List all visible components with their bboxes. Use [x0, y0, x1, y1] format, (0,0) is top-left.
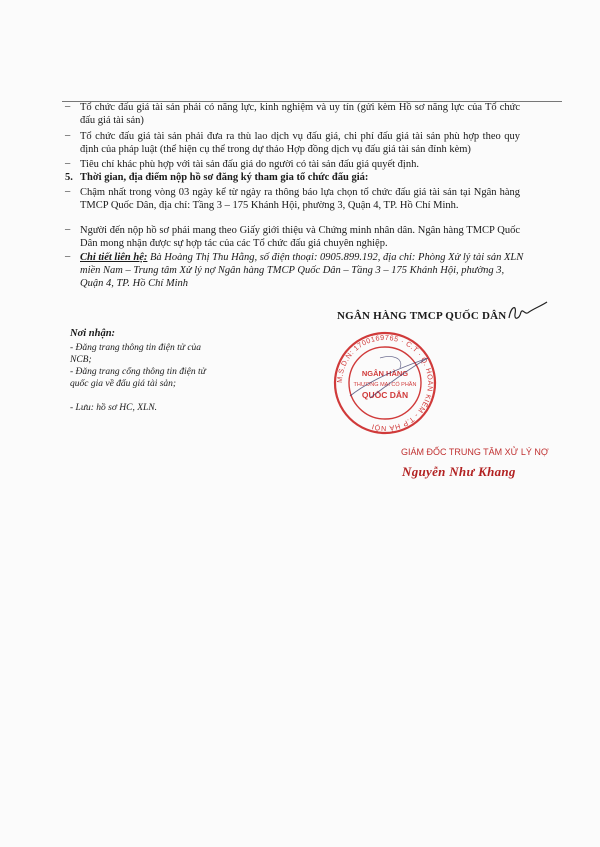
signer-name: Nguyễn Như Khang [402, 464, 516, 479]
stamp-line-3: QUỐC DÂN [361, 390, 409, 400]
director-title: GIÁM ĐỐC TRUNG TÂM XỬ LÝ NỢ [401, 447, 549, 457]
recipient-line: - Đăng trang cổng thông tin điện tử quốc gia về đấu giá tài sản; [70, 367, 206, 389]
stamp-line-1: NGÂN HÀNG [361, 369, 409, 378]
criteria-item-1: Tổ chức đấu giá tài sản phải có năng lực, kinh nghiệm và uy tín (gửi kèm Hồ sơ năng lực của Tổ chức đấu giá tài sản) [80, 102, 520, 127]
documents-item: Người đến nộp hồ sơ phải mang theo Giấy giới thiệu và Chứng minh nhân dân. Ngân hàng TMCP Quốc Dân mong nhận được sự hợp tác của các Tổ chức đấu giá chuyên nghiệp. [80, 225, 520, 250]
section-number: 5. [65, 172, 73, 183]
bullet-dash: – [65, 158, 71, 169]
criteria-item-2: Tổ chức đấu giá tài sản phải đưa ra thù lao dịch vụ đấu giá, chi phí đấu giá tài sản phù hợp theo quy định của pháp luật (thể hiện cụ thể trong dự thảo Hợp đồng dịch vụ đấu giá tài sản đính kèm) [80, 131, 520, 156]
recipients-title: Nơi nhận: [70, 328, 116, 339]
bullet-dash: – [65, 251, 71, 262]
company-seal [330, 328, 440, 438]
stamp-line-2: THƯƠNG MẠI CỔ PHẦN [353, 382, 417, 388]
bullet-dash: – [65, 224, 71, 235]
stamp-ring-text: M.S.D.N: 1700169765 · C.T · Q. HOÀN KIẾM - T.P HÀ NỘI [334, 332, 436, 434]
bullet-dash: – [65, 186, 71, 197]
deadline-item: Chậm nhất trong vòng 03 ngày kể từ ngày ra thông báo lựa chọn tổ chức đấu giá tài sản tại Ngân hàng TMCP Quốc Dân, địa chỉ: Tầng 3 – 175 Khánh Hội, phường 3, Quận 4, TP. Hồ Chí Minh. [80, 187, 520, 212]
contact-text: Bà Hoàng Thị Thu Hằng, số điện thoại: 0905.899.192, địa chỉ: Phòng Xử lý tài sản XLN miền Nam – Trung tâm Xử lý nợ Ngân hàng TMCP Quốc Dân – Tầng 3 – 175 Khánh Hội, phường 3, Quận 4, TP. Hồ Chí Minh [80, 252, 524, 290]
bullet-dash: – [65, 130, 71, 141]
initials-signature-icon [505, 298, 550, 326]
section-heading: Thời gian, địa điểm nộp hồ sơ đăng ký tham gia tổ chức đấu giá: [80, 172, 369, 183]
recipient-line: - Đăng trang thông tin điện tử của NCB; [70, 343, 202, 365]
bank-name: NGÂN HÀNG TMCP QUỐC DÂN [337, 310, 507, 322]
criteria-item-3: Tiêu chí khác phù hợp với tài sản đấu giá do người có tài sản đấu giá quyết định. [80, 159, 419, 170]
recipient-line: - Lưu: hồ sơ HC, XLN. [70, 403, 158, 413]
contact-details [80, 251, 525, 291]
bullet-dash: – [65, 101, 71, 112]
contact-label: Chi tiết liên hệ: [80, 252, 148, 263]
